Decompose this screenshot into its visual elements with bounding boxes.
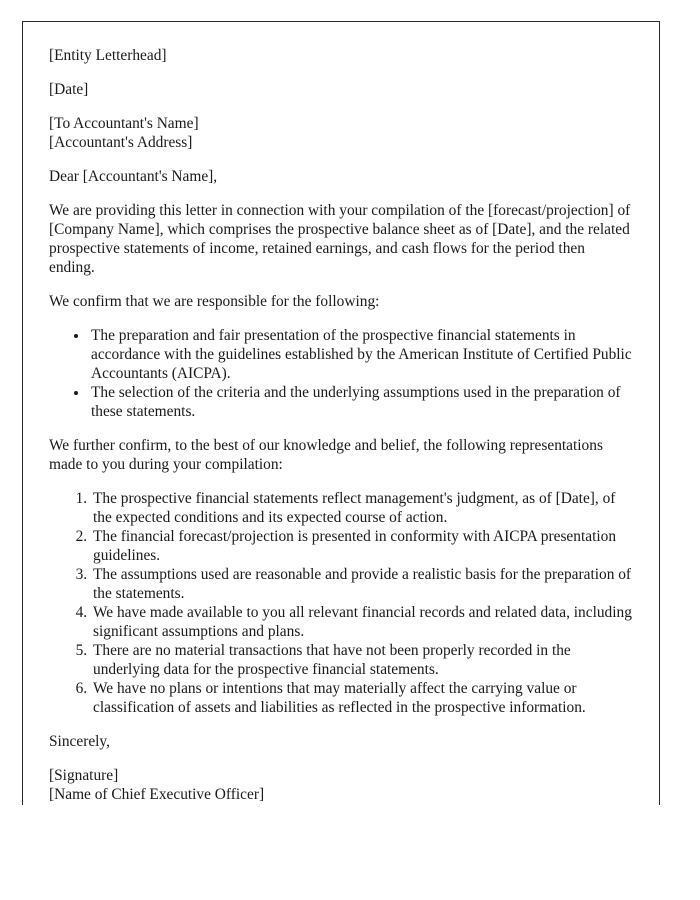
intro-paragraph: We are providing this letter in connection with your compilation of the [forecast/projection] of [Company Name], which comprises the prospective balance sheet as of [Date], and the related prospective statements of income, retained earnings, and cash flows for the period then ending. bbox=[49, 202, 631, 276]
entity-letterhead: [Entity Letterhead] bbox=[49, 47, 167, 64]
responsibility-lead-in: We confirm that we are responsible for the following: bbox=[49, 293, 380, 310]
recipient-address-block bbox=[49, 114, 633, 152]
recipient-address: [Accountant's Address] bbox=[49, 134, 193, 151]
list-item: 3. The assumptions used are reasonable and provide a realistic basis for the preparation of the statements. bbox=[91, 565, 633, 603]
list-item: 4. We have made available to you all relevant financial records and related data, including significant assumptions and plans. bbox=[91, 603, 633, 641]
representations-list bbox=[49, 489, 633, 717]
closing-salutation: Sincerely, bbox=[49, 733, 110, 750]
list-item: 1. The prospective financial statements reflect management's judgment, as of [Date], of the expected conditions and its expected course of action. bbox=[91, 489, 633, 527]
list-item: • The selection of the criteria and the underlying assumptions used in the preparation of these statements. bbox=[89, 383, 633, 421]
list-item: 2. The financial forecast/projection is presented in conformity with AICPA presentation guidelines. bbox=[91, 527, 633, 565]
list-item: 5. There are no material transactions that have not been properly recorded in the underlying data for the prospective financial statements. bbox=[91, 641, 633, 679]
representations-lead-in: We further confirm, to the best of our knowledge and belief, the following representations made to you during your compilation: bbox=[49, 437, 603, 473]
salutation: Dear [Accountant's Name], bbox=[49, 168, 218, 185]
recipient-name: [To Accountant's Name] bbox=[49, 115, 199, 132]
letter-body bbox=[49, 46, 633, 819]
list-item: 6. We have no plans or intentions that may materially affect the carrying value or classification of assets and liabilities as reflected in the prospective information. bbox=[91, 679, 633, 717]
letter-date: [Date] bbox=[49, 81, 89, 98]
responsibility-list bbox=[49, 326, 633, 421]
signature-block bbox=[49, 766, 633, 804]
signer-title: [Name of Chief Executive Officer] bbox=[49, 786, 265, 803]
signature-placeholder: [Signature] bbox=[49, 767, 119, 784]
list-item: • The preparation and fair presentation of the prospective financial statements in accordance with the guidelines established by the American Institute of Certified Public Accountants (AICPA). bbox=[89, 326, 633, 383]
document-page-frame bbox=[22, 21, 660, 805]
